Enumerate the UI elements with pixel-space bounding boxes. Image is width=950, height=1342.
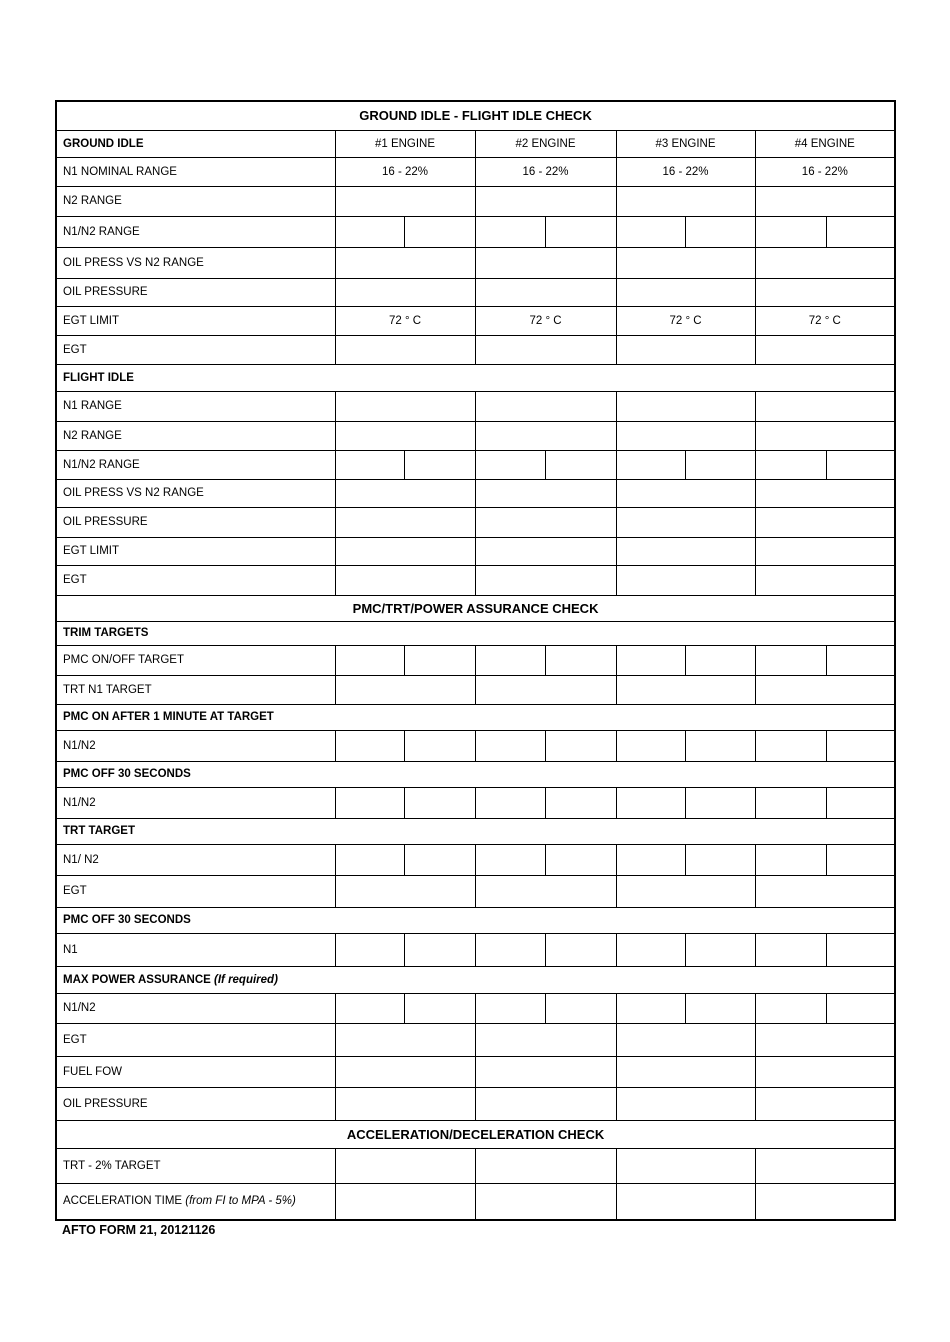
entry-cell[interactable] <box>475 933 545 966</box>
table-row <box>56 216 895 247</box>
entry-cell[interactable] <box>755 186 895 216</box>
egt-limit-value: 72 ° C <box>475 306 616 335</box>
section-title-row <box>56 595 895 621</box>
row-label: N1/ N2 <box>56 844 335 875</box>
entry-cell[interactable] <box>755 993 826 1023</box>
entry-cell[interactable] <box>755 1056 895 1087</box>
entry-cell[interactable] <box>616 450 685 479</box>
entry-cell[interactable] <box>826 730 895 761</box>
row-label: TRT N1 TARGET <box>56 675 335 704</box>
row-label: N2 RANGE <box>56 421 335 450</box>
table-row <box>56 1148 895 1183</box>
entry-cell[interactable] <box>755 875 895 907</box>
entry-cell[interactable] <box>616 675 755 704</box>
table-row <box>56 364 895 391</box>
egt-limit-value: 72 ° C <box>335 306 475 335</box>
entry-cell[interactable] <box>755 278 895 306</box>
entry-cell[interactable] <box>475 565 616 595</box>
entry-cell[interactable] <box>475 1087 616 1120</box>
entry-cell[interactable] <box>475 1183 616 1220</box>
entry-cell[interactable] <box>475 844 545 875</box>
entry-cell[interactable] <box>616 1183 755 1220</box>
form-footer: AFTO FORM 21, 20121126 <box>62 1223 216 1237</box>
table-row <box>56 875 895 907</box>
entry-cell[interactable] <box>335 1056 475 1087</box>
entry-cell[interactable] <box>685 645 755 675</box>
entry-cell[interactable] <box>755 450 826 479</box>
entry-cell[interactable] <box>616 335 755 364</box>
entry-cell[interactable] <box>616 278 755 306</box>
entry-cell[interactable] <box>755 479 895 507</box>
table-row <box>56 479 895 507</box>
table-row <box>56 537 895 565</box>
table-row <box>56 818 895 844</box>
entry-cell[interactable] <box>335 450 404 479</box>
entry-cell[interactable] <box>335 278 475 306</box>
entry-cell[interactable] <box>404 216 475 247</box>
row-label: EGT LIMIT <box>56 537 335 565</box>
section-title-row <box>56 101 895 130</box>
entry-cell[interactable] <box>335 933 404 966</box>
flight-idle-header: FLIGHT IDLE <box>56 364 895 391</box>
engine-4-header: #4 ENGINE <box>755 130 895 157</box>
entry-cell[interactable] <box>475 391 616 421</box>
ground-idle-header: GROUND IDLE <box>56 130 335 157</box>
entry-cell[interactable] <box>545 844 616 875</box>
table-row <box>56 844 895 875</box>
row-label: N1/N2 <box>56 787 335 818</box>
entry-cell[interactable] <box>475 675 616 704</box>
max-power-header <box>56 966 895 993</box>
entry-cell[interactable] <box>475 216 545 247</box>
entry-cell[interactable] <box>755 1023 895 1056</box>
table-row <box>56 1087 895 1120</box>
entry-cell[interactable] <box>335 479 475 507</box>
entry-cell[interactable] <box>404 787 475 818</box>
n1-nominal-value: 16 - 22% <box>755 157 895 186</box>
engine-check-form <box>55 100 894 1217</box>
table-row <box>56 966 895 993</box>
entry-cell[interactable] <box>475 730 545 761</box>
entry-cell[interactable] <box>616 216 685 247</box>
row-label: EGT <box>56 1023 335 1056</box>
n1-nominal-value: 16 - 22% <box>616 157 755 186</box>
entry-cell[interactable] <box>475 787 545 818</box>
egt-limit-value: 72 ° C <box>616 306 755 335</box>
entry-cell[interactable] <box>826 993 895 1023</box>
entry-cell[interactable] <box>475 247 616 278</box>
entry-cell[interactable] <box>335 247 475 278</box>
entry-cell[interactable] <box>685 993 755 1023</box>
entry-cell[interactable] <box>545 730 616 761</box>
entry-cell[interactable] <box>685 730 755 761</box>
entry-cell[interactable] <box>826 933 895 966</box>
row-label: EGT <box>56 875 335 907</box>
entry-cell[interactable] <box>826 787 895 818</box>
entry-cell[interactable] <box>545 645 616 675</box>
entry-cell[interactable] <box>616 645 685 675</box>
trt-target-header: TRT TARGET <box>56 818 895 844</box>
engine-check-table <box>55 100 896 1221</box>
entry-cell[interactable] <box>755 421 895 450</box>
table-row <box>56 306 895 335</box>
entry-cell[interactable] <box>404 933 475 966</box>
entry-cell[interactable] <box>616 1023 755 1056</box>
row-label: N1/N2 RANGE <box>56 216 335 247</box>
entry-cell[interactable] <box>545 216 616 247</box>
entry-cell[interactable] <box>335 675 475 704</box>
entry-cell[interactable] <box>755 335 895 364</box>
table-row <box>56 391 895 421</box>
entry-cell[interactable] <box>826 844 895 875</box>
entry-cell[interactable] <box>545 450 616 479</box>
row-label: OIL PRESSURE <box>56 278 335 306</box>
table-row <box>56 1023 895 1056</box>
entry-cell[interactable] <box>755 645 826 675</box>
table-row <box>56 1056 895 1087</box>
table-row <box>56 157 895 186</box>
entry-cell[interactable] <box>404 450 475 479</box>
entry-cell[interactable] <box>335 565 475 595</box>
row-label: TRT - 2% TARGET <box>56 1148 335 1183</box>
table-row <box>56 675 895 704</box>
entry-cell[interactable] <box>755 565 895 595</box>
table-row <box>56 130 895 157</box>
section-title-pmc-trt: PMC/TRT/POWER ASSURANCE CHECK <box>56 595 895 621</box>
entry-cell[interactable] <box>475 1056 616 1087</box>
entry-cell[interactable] <box>475 335 616 364</box>
entry-cell[interactable] <box>616 421 755 450</box>
entry-cell[interactable] <box>335 993 404 1023</box>
entry-cell[interactable] <box>755 675 895 704</box>
table-row <box>56 621 895 645</box>
entry-cell[interactable] <box>335 787 404 818</box>
row-label: OIL PRESS VS N2 RANGE <box>56 247 335 278</box>
entry-cell[interactable] <box>826 645 895 675</box>
section-title-row <box>56 1120 895 1148</box>
entry-cell[interactable] <box>616 507 755 537</box>
entry-cell[interactable] <box>685 787 755 818</box>
entry-cell[interactable] <box>335 537 475 565</box>
entry-cell[interactable] <box>616 844 685 875</box>
entry-cell[interactable] <box>755 1183 895 1220</box>
table-row <box>56 450 895 479</box>
table-row <box>56 1183 895 1220</box>
entry-cell[interactable] <box>335 391 475 421</box>
entry-cell[interactable] <box>755 537 895 565</box>
entry-cell[interactable] <box>685 216 755 247</box>
entry-cell[interactable] <box>335 875 475 907</box>
entry-cell[interactable] <box>545 933 616 966</box>
entry-cell[interactable] <box>404 844 475 875</box>
entry-cell[interactable] <box>335 186 475 216</box>
entry-cell[interactable] <box>335 1183 475 1220</box>
pmc-off-header: PMC OFF 30 SECONDS <box>56 761 895 787</box>
entry-cell[interactable] <box>335 1148 475 1183</box>
entry-cell[interactable] <box>475 537 616 565</box>
n1-nominal-value: 16 - 22% <box>475 157 616 186</box>
table-row <box>56 421 895 450</box>
entry-cell[interactable] <box>616 479 755 507</box>
row-label: N1 NOMINAL RANGE <box>56 157 335 186</box>
entry-cell[interactable] <box>755 1148 895 1183</box>
table-row <box>56 335 895 364</box>
table-row <box>56 993 895 1023</box>
entry-cell[interactable] <box>616 1087 755 1120</box>
row-label <box>56 1183 335 1220</box>
row-label: N1/N2 RANGE <box>56 450 335 479</box>
table-row <box>56 704 895 730</box>
entry-cell[interactable] <box>616 247 755 278</box>
entry-cell[interactable] <box>335 1023 475 1056</box>
entry-cell[interactable] <box>475 450 545 479</box>
entry-cell[interactable] <box>755 247 895 278</box>
table-row <box>56 907 895 933</box>
entry-cell[interactable] <box>616 391 755 421</box>
row-label: EGT <box>56 335 335 364</box>
table-row <box>56 933 895 966</box>
entry-cell[interactable] <box>335 730 404 761</box>
entry-cell[interactable] <box>475 645 545 675</box>
entry-cell[interactable] <box>826 450 895 479</box>
entry-cell[interactable] <box>755 933 826 966</box>
engine-3-header: #3 ENGINE <box>616 130 755 157</box>
entry-cell[interactable] <box>475 421 616 450</box>
entry-cell[interactable] <box>755 844 826 875</box>
entry-cell[interactable] <box>616 875 755 907</box>
row-label: EGT LIMIT <box>56 306 335 335</box>
entry-cell[interactable] <box>755 216 826 247</box>
entry-cell[interactable] <box>755 507 895 537</box>
entry-cell[interactable] <box>475 186 616 216</box>
table-row <box>56 761 895 787</box>
entry-cell[interactable] <box>335 335 475 364</box>
entry-cell[interactable] <box>475 278 616 306</box>
entry-cell[interactable] <box>475 1023 616 1056</box>
entry-cell[interactable] <box>755 787 826 818</box>
entry-cell[interactable] <box>685 933 755 966</box>
entry-cell[interactable] <box>404 993 475 1023</box>
entry-cell[interactable] <box>616 933 685 966</box>
engine-2-header: #2 ENGINE <box>475 130 616 157</box>
entry-cell[interactable] <box>335 216 404 247</box>
entry-cell[interactable] <box>616 565 755 595</box>
row-label: N1 RANGE <box>56 391 335 421</box>
entry-cell[interactable] <box>545 993 616 1023</box>
entry-cell[interactable] <box>335 645 404 675</box>
engine-1-header: #1 ENGINE <box>335 130 475 157</box>
entry-cell[interactable] <box>685 450 755 479</box>
entry-cell[interactable] <box>616 1056 755 1087</box>
accel-time-label: ACCELERATION TIME <box>63 1195 183 1208</box>
entry-cell[interactable] <box>475 993 545 1023</box>
entry-cell[interactable] <box>616 993 685 1023</box>
entry-cell[interactable] <box>335 507 475 537</box>
row-label: FUEL FOW <box>56 1056 335 1087</box>
row-label: OIL PRESSURE <box>56 507 335 537</box>
entry-cell[interactable] <box>475 1148 616 1183</box>
row-label: PMC ON/OFF TARGET <box>56 645 335 675</box>
egt-limit-value: 72 ° C <box>755 306 895 335</box>
row-label: N1 <box>56 933 335 966</box>
pmc-on-header: PMC ON AFTER 1 MINUTE AT TARGET <box>56 704 895 730</box>
pmc-off-header: PMC OFF 30 SECONDS <box>56 907 895 933</box>
table-row <box>56 278 895 306</box>
section-title-ground-flight-idle: GROUND IDLE - FLIGHT IDLE CHECK <box>56 101 895 130</box>
table-row <box>56 730 895 761</box>
row-label: N2 RANGE <box>56 186 335 216</box>
trim-targets-header: TRIM TARGETS <box>56 621 895 645</box>
entry-cell[interactable] <box>475 875 616 907</box>
entry-cell[interactable] <box>755 391 895 421</box>
entry-cell[interactable] <box>335 844 404 875</box>
entry-cell[interactable] <box>475 479 616 507</box>
table-row <box>56 186 895 216</box>
n1-nominal-value: 16 - 22% <box>335 157 475 186</box>
entry-cell[interactable] <box>335 1087 475 1120</box>
entry-cell[interactable] <box>755 1087 895 1120</box>
entry-cell[interactable] <box>685 844 755 875</box>
entry-cell[interactable] <box>755 730 826 761</box>
row-label: EGT <box>56 565 335 595</box>
row-label: OIL PRESS VS N2 RANGE <box>56 479 335 507</box>
max-power-title: MAX POWER ASSURANCE <box>63 973 211 986</box>
table-row <box>56 247 895 278</box>
row-label: OIL PRESSURE <box>56 1087 335 1120</box>
entry-cell[interactable] <box>616 1148 755 1183</box>
entry-cell[interactable] <box>545 787 616 818</box>
entry-cell[interactable] <box>616 787 685 818</box>
entry-cell[interactable] <box>616 537 755 565</box>
entry-cell[interactable] <box>335 421 475 450</box>
entry-cell[interactable] <box>404 645 475 675</box>
row-label: N1/N2 <box>56 993 335 1023</box>
entry-cell[interactable] <box>616 186 755 216</box>
max-power-note: (If required) <box>214 973 278 986</box>
entry-cell[interactable] <box>475 507 616 537</box>
accel-time-note: (from FI to MPA - 5%) <box>185 1195 296 1208</box>
entry-cell[interactable] <box>616 730 685 761</box>
entry-cell[interactable] <box>826 216 895 247</box>
table-row <box>56 507 895 537</box>
table-row <box>56 565 895 595</box>
section-title-accel-decel: ACCELERATION/DECELERATION CHECK <box>56 1120 895 1148</box>
row-label: N1/N2 <box>56 730 335 761</box>
entry-cell[interactable] <box>404 730 475 761</box>
table-row <box>56 787 895 818</box>
table-row <box>56 645 895 675</box>
